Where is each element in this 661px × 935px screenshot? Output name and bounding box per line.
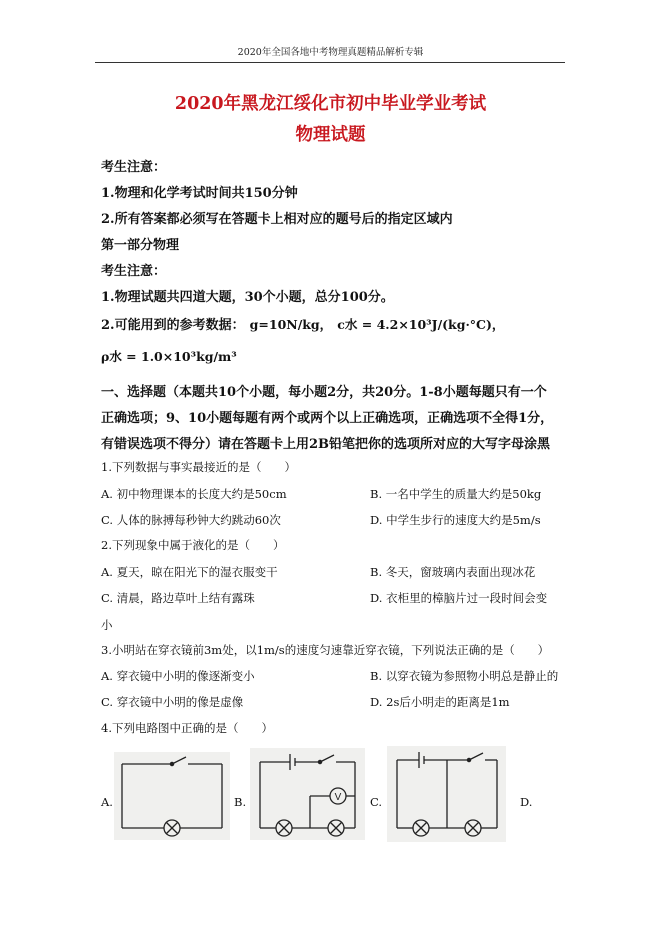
q4-stem: 4.下列电路图中正确的是（ ） bbox=[101, 721, 273, 735]
q1-option-a: A. 初中物理课本的长度大约是50cm bbox=[101, 487, 287, 501]
q2-stem: 2.下列现象中属于液化的是（ ） bbox=[101, 538, 285, 552]
notice2-item1: 1.物理试题共四道大题，30个小题，总分100分。 bbox=[101, 290, 394, 305]
q3-option-d: D. 2s后小明走的距离是1m bbox=[370, 695, 510, 709]
q1-option-d: D. 中学生步行的速度大约是5m/s bbox=[370, 513, 541, 527]
q1-option-b: B. 一名中学生的质量大约是50kg bbox=[370, 487, 542, 501]
section1-line1: 一、选择题（本题共10个小题，每小题2分，共20分。1-8小题每题只有一个 bbox=[101, 385, 547, 400]
voltmeter-label: V bbox=[334, 792, 342, 803]
notice1-item1: 1.物理和化学考试时间共150分钟 bbox=[101, 186, 298, 201]
switch-blade-icon bbox=[469, 753, 483, 760]
specific-heat-water: c水 = 4.2×10³J/(kg·°C)， bbox=[337, 317, 505, 332]
q1-stem: 1.下列数据与事实最接近的是（ ） bbox=[101, 460, 296, 474]
density-water: ρ水 = 1.0×10³kg/m³ bbox=[101, 349, 237, 364]
q1-option-c: C. 人体的脉搏每秒钟大约跳动60次 bbox=[101, 513, 281, 527]
q3-option-b: B. 以穿衣镜为参照物小明总是静止的 bbox=[370, 669, 559, 683]
switch-blade-icon bbox=[320, 755, 334, 762]
section1-line2: 正确选项；9、10小题每题有两个或两个以上正确选项，正确选项不全得1分， bbox=[101, 411, 554, 426]
exam-title: 2020年黑龙江绥化市初中毕业学业考试 bbox=[174, 94, 487, 114]
q2-option-d-continued: 小 bbox=[101, 618, 113, 632]
reference-data-label: 2.可能用到的参考数据： bbox=[101, 318, 245, 333]
q2-option-a: A. 夏天，晾在阳光下的湿衣服变干 bbox=[101, 565, 278, 579]
circuit-c-svg bbox=[387, 746, 506, 842]
header-rule bbox=[95, 62, 565, 63]
notice1-heading: 考生注意： bbox=[101, 160, 167, 175]
page-header: 2020年全国各地中考物理真题精品解析专辑 bbox=[237, 47, 424, 58]
q3-stem: 3.小明站在穿衣镜前3m处，以1m/s的速度匀速靠近穿衣镜，下列说法正确的是（ ） bbox=[101, 643, 550, 657]
q4-option-a-label: A. bbox=[101, 795, 113, 809]
circuit-diagram-a bbox=[114, 752, 230, 840]
q2-option-c: C. 清晨，路边草叶上结有露珠 bbox=[101, 591, 255, 605]
switch-blade-icon bbox=[172, 757, 186, 764]
circuit-diagram-c bbox=[387, 746, 506, 842]
q4-option-b-label: B. bbox=[234, 795, 247, 809]
part-heading: 第一部分物理 bbox=[101, 238, 180, 253]
q2-option-b: B. 冬天，窗玻璃内表面出现冰花 bbox=[370, 565, 536, 579]
exam-subtitle: 物理试题 bbox=[295, 125, 366, 145]
q4-option-d-label: D. bbox=[520, 795, 533, 809]
q3-option-a: A. 穿衣镜中小明的像逐渐变小 bbox=[101, 669, 255, 683]
q2-option-d: D. 衣柜里的樟脑片过一段时间会变 bbox=[370, 591, 548, 605]
notice2-heading: 考生注意： bbox=[101, 264, 167, 279]
circuit-diagram-b bbox=[250, 748, 365, 840]
notice1-item2: 2.所有答案都必须写在答题卡上相对应的题号后的指定区域内 bbox=[101, 212, 453, 227]
section1-line3: 有错误选项不得分）请在答题卡上用2B铅笔把你的选项所对应的大写字母涂黑 bbox=[101, 437, 551, 452]
notice2-item2 bbox=[101, 314, 504, 333]
q3-option-c: C. 穿衣镜中小明的像是虚像 bbox=[101, 695, 244, 709]
circuit-a-svg bbox=[114, 752, 230, 840]
q4-option-c-label: C. bbox=[370, 795, 383, 809]
gravity-constant: g=10N/kg， bbox=[249, 317, 333, 332]
circuit-b-svg bbox=[250, 748, 365, 840]
